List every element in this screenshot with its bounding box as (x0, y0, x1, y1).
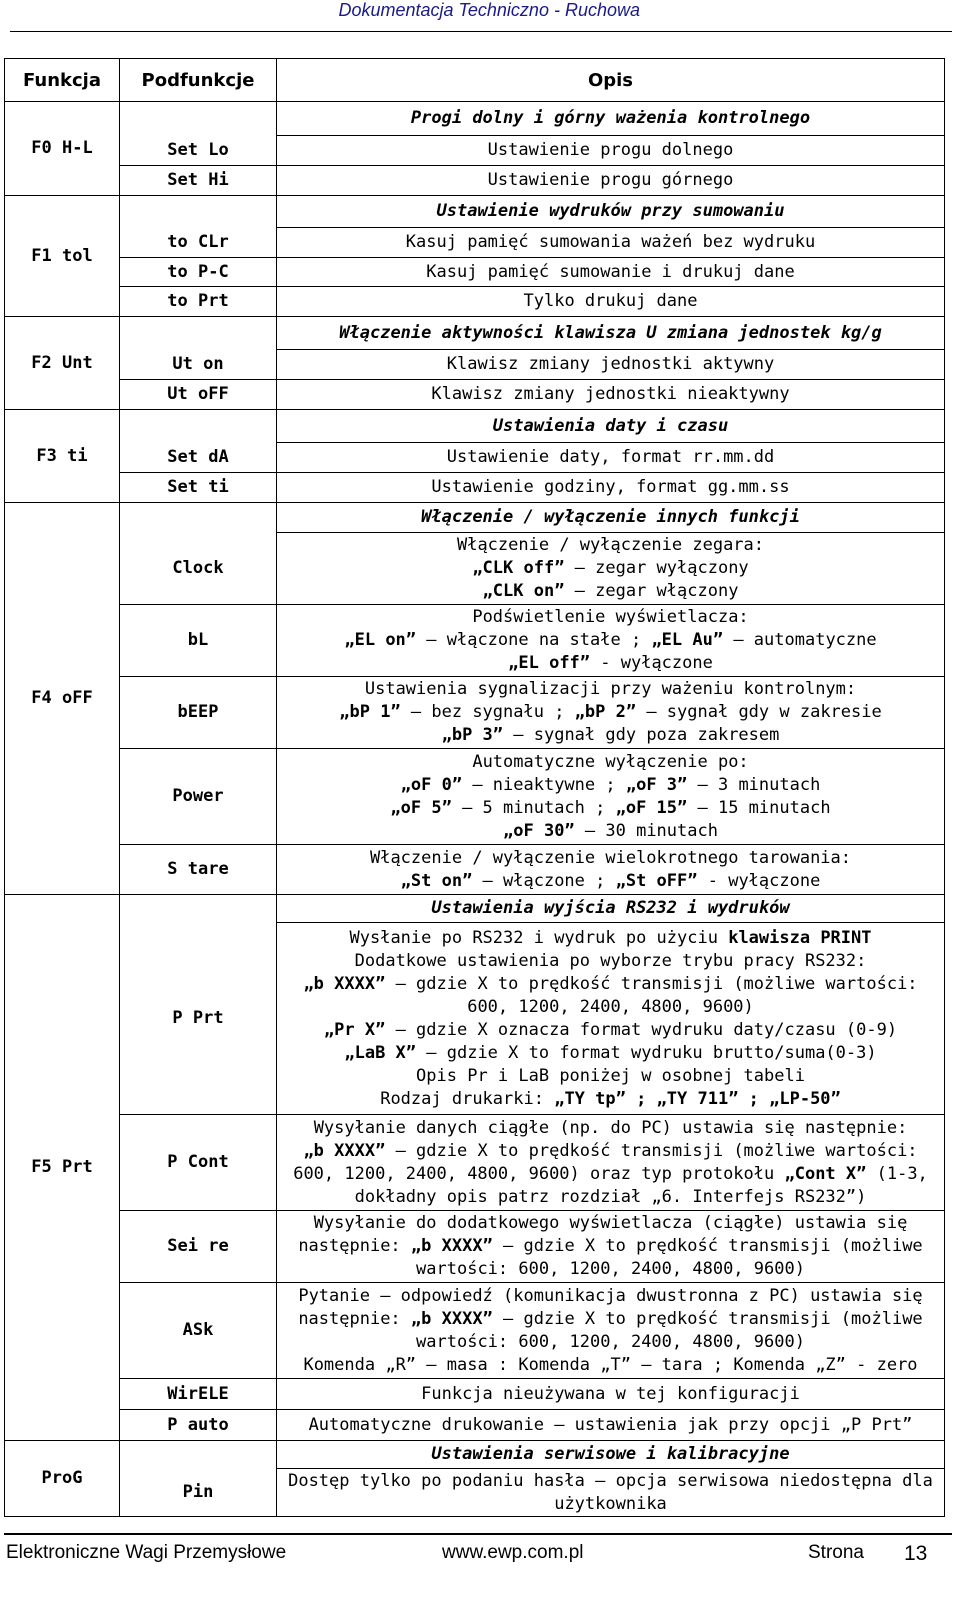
desc-line: Rodzaj drukarki: „TY tp” ; „TY 711” ; „LP-50” (380, 1088, 841, 1109)
header-divider (10, 31, 952, 32)
subfunction-name: to P-C (120, 258, 277, 287)
table-row (5, 228, 945, 258)
table-row (5, 258, 945, 287)
subfunction-name: to CLr (120, 228, 277, 258)
description: Ustawienie godziny, format gg.mm.ss (277, 473, 945, 503)
document-title: Dokumentacja Techniczno - Ruchowa (338, 0, 640, 20)
description (277, 749, 945, 845)
description: Kasuj pamięć sumowanie i drukuj dane (277, 258, 945, 287)
desc-line: Komenda „R” – masa : Komenda „T” – tara ; Komenda „Z” - zero (303, 1354, 918, 1375)
subfunction-name: Set ti (120, 473, 277, 503)
function-name: F4 oFF (5, 503, 120, 895)
desc-line: Pytanie – odpowiedź (komunikacja dwustronna z PC) ustawia się następnie: „b XXXX” – gdzie X to prędkość transmisji (możliwe wartości: 600, 1200, 2400, 4800, 9600) (298, 1285, 923, 1352)
description (277, 923, 945, 1115)
section-title: Progi dolny i górny ważenia kontrolnego (277, 102, 945, 136)
subfunction-name: Sei re (120, 1211, 277, 1283)
table-row (5, 1379, 945, 1410)
desc-line: „b XXXX” – gdzie X to prędkość transmisji (możliwe wartości: 600, 1200, 2400, 4800, 9600) oraz typ protokołu „Cont X” (1-3, dokładny opis patrz rozdział „6. Interfejs RS232”) (293, 1140, 928, 1207)
footer-page-number: 13 (904, 1542, 928, 1565)
col-header-opis: Opis (277, 59, 945, 102)
subfunction-name: Set dA (120, 443, 277, 473)
table-row (5, 102, 945, 136)
function-name: F5 Prt (5, 895, 120, 1441)
table-row (5, 605, 945, 677)
table-row (5, 1469, 945, 1517)
table-row (5, 895, 945, 923)
table-row (5, 136, 945, 166)
table-row (5, 196, 945, 228)
subfunction-name: Power (120, 749, 277, 845)
description: Dostęp tylko po podaniu hasła – opcja serwisowa niedostępna dla użytkownika (277, 1469, 945, 1517)
desc-line: „oF 0” – nieaktywne ; „oF 3” – 3 minutach (400, 774, 821, 795)
subfunction-cell (120, 503, 277, 533)
description (277, 845, 945, 895)
subfunction-cell (120, 102, 277, 136)
subfunction-cell (120, 317, 277, 350)
table-row (5, 1211, 945, 1283)
section-title: Ustawienia daty i czasu (277, 410, 945, 443)
desc-line: „LaB X” – gdzie X to format wydruku brutto/suma(0-3) (344, 1042, 877, 1063)
desc-line: Włączenie / wyłączenie zegara: (456, 535, 765, 555)
table-row (5, 166, 945, 196)
desc-line: „St on” – włączone ; „St oFF” - wyłączone (400, 870, 821, 891)
function-name: ProG (5, 1441, 120, 1517)
subfunction-name: Clock (120, 533, 277, 605)
table-row (5, 380, 945, 410)
subfunction-name: Ut oFF (120, 380, 277, 410)
description (277, 1211, 945, 1283)
desc-line: „oF 30” – 30 minutach (503, 820, 718, 841)
footer-company: Elektroniczne Wagi Przemysłowe (6, 1542, 287, 1563)
table-row (5, 287, 945, 317)
table-row (5, 443, 945, 473)
section-title: Włączenie aktywności klawisza U zmiana jednostek kg/g (277, 317, 945, 350)
table-row (5, 1115, 945, 1211)
desc-line: Automatyczne wyłączenie po: (472, 751, 749, 772)
subfunction-name: Set Lo (120, 136, 277, 166)
desc-line: Opis Pr i LaB poniżej w osobnej tabeli (416, 1065, 805, 1086)
description (277, 605, 945, 677)
table-row (5, 677, 945, 749)
section-title: Ustawienie wydruków przy sumowaniu (277, 196, 945, 228)
subfunction-name: P auto (120, 1410, 277, 1441)
desc-line: „bP 3” – sygnał gdy poza zakresem (441, 725, 780, 745)
desc-line: Wysyłanie danych ciągłe (np. do PC) ustawia się następnie: (313, 1117, 908, 1138)
subfunction-name: WirELE (120, 1379, 277, 1410)
subfunction-name: P Cont (120, 1115, 277, 1211)
desc-line: Włączenie / wyłączenie wielokrotnego tarowania: (369, 847, 852, 868)
table-row (5, 473, 945, 503)
description (277, 1283, 945, 1379)
desc-line: „oF 5” – 5 minutach ; „oF 15” – 15 minutach (390, 797, 831, 818)
description: Funkcja nieużywana w tej konfiguracji (277, 1379, 945, 1410)
desc-line: Wysłanie po RS232 i wydruk po użyciu klawisza PRINT (349, 927, 872, 948)
subfunction-name: S tare (120, 845, 277, 895)
description: Ustawienie progu dolnego (277, 136, 945, 166)
desc-line: Ustawienia sygnalizacji przy ważeniu kontrolnym: (364, 679, 857, 699)
subfunction-cell (120, 1441, 277, 1469)
subfunction-name: bL (120, 605, 277, 677)
footer-website-link[interactable]: www.ewp.com.pl (442, 1542, 584, 1563)
description (277, 533, 945, 605)
function-name: F3 ti (5, 410, 120, 503)
desc-line: Dodatkowe ustawienia po wyborze trybu pracy RS232: (354, 950, 867, 971)
table-row (5, 845, 945, 895)
subfunction-name: ASk (120, 1283, 277, 1379)
desc-line: „EL off” - wyłączone (508, 653, 713, 673)
subfunction-name: P Prt (120, 923, 277, 1115)
subfunction-name: Set Hi (120, 166, 277, 196)
desc-line: „CLK on” – zegar włączony (482, 581, 739, 601)
function-name: F0 H-L (5, 102, 120, 196)
description: Klawisz zmiany jednostki nieaktywny (277, 380, 945, 410)
table-row (5, 1410, 945, 1441)
description: Tylko drukuj dane (277, 287, 945, 317)
desc-line: „bP 1” – bez sygnału ; „bP 2” – sygnał gdy w zakresie (339, 702, 882, 722)
desc-line: „Pr X” – gdzie X oznacza format wydruku daty/czasu (0-9) (323, 1019, 898, 1040)
subfunction-name: to Prt (120, 287, 277, 317)
desc-line: „CLK off” – zegar wyłączony (472, 558, 749, 578)
table-row (5, 317, 945, 350)
subfunction-cell (120, 196, 277, 228)
section-title: Ustawienia wyjścia RS232 i wydruków (277, 895, 945, 923)
table-row (5, 749, 945, 845)
section-title: Ustawienia serwisowe i kalibracyjne (277, 1441, 945, 1469)
subfunction-cell (120, 895, 277, 923)
description: Klawisz zmiany jednostki aktywny (277, 350, 945, 380)
description: Ustawienie progu górnego (277, 166, 945, 196)
description: Ustawienie daty, format rr.mm.dd (277, 443, 945, 473)
table-row (5, 1283, 945, 1379)
desc-line: Wysyłanie do dodatkowego wyświetlacza (ciągłe) ustawia się następnie: „b XXXX” – gdzie X to prędkość transmisji (możliwe wartości: 600, 1200, 2400, 4800, 9600) (298, 1213, 923, 1279)
desc-line: „EL on” – włączone na stałe ; „EL Au” – automatyczne (344, 630, 877, 650)
subfunction-name: bEEP (120, 677, 277, 749)
description (277, 1115, 945, 1211)
subfunction-cell (120, 410, 277, 443)
table-row (5, 1441, 945, 1469)
table-row (5, 923, 945, 1115)
table-row (5, 350, 945, 380)
table-row (5, 533, 945, 605)
footer-page-label: Strona (808, 1542, 864, 1563)
desc-line: „b XXXX” – gdzie X to prędkość transmisji (możliwe wartości: 600, 1200, 2400, 4800, 9600) (303, 973, 918, 1017)
section-title: Włączenie / wyłączenie innych funkcji (277, 503, 945, 533)
col-header-funkcja: Funkcja (5, 59, 120, 102)
table-header-row (5, 59, 945, 102)
description (277, 677, 945, 749)
page-footer (0, 1530, 960, 1597)
table-row (5, 503, 945, 533)
desc-line: Podświetlenie wyświetlacza: (472, 607, 749, 627)
function-name: F2 Unt (5, 317, 120, 410)
description: Automatyczne drukowanie – ustawienia jak przy opcji „P Prt” (277, 1410, 945, 1441)
subfunction-name: Ut on (120, 350, 277, 380)
page-header (0, 0, 960, 34)
col-header-podfunkcje: Podfunkcje (120, 59, 277, 102)
footer-divider (4, 1533, 952, 1535)
subfunction-name: Pin (120, 1469, 277, 1517)
description: Kasuj pamięć sumowania ważeń bez wydruku (277, 228, 945, 258)
function-table (4, 58, 945, 1517)
table-row (5, 410, 945, 443)
function-name: F1 tol (5, 196, 120, 317)
